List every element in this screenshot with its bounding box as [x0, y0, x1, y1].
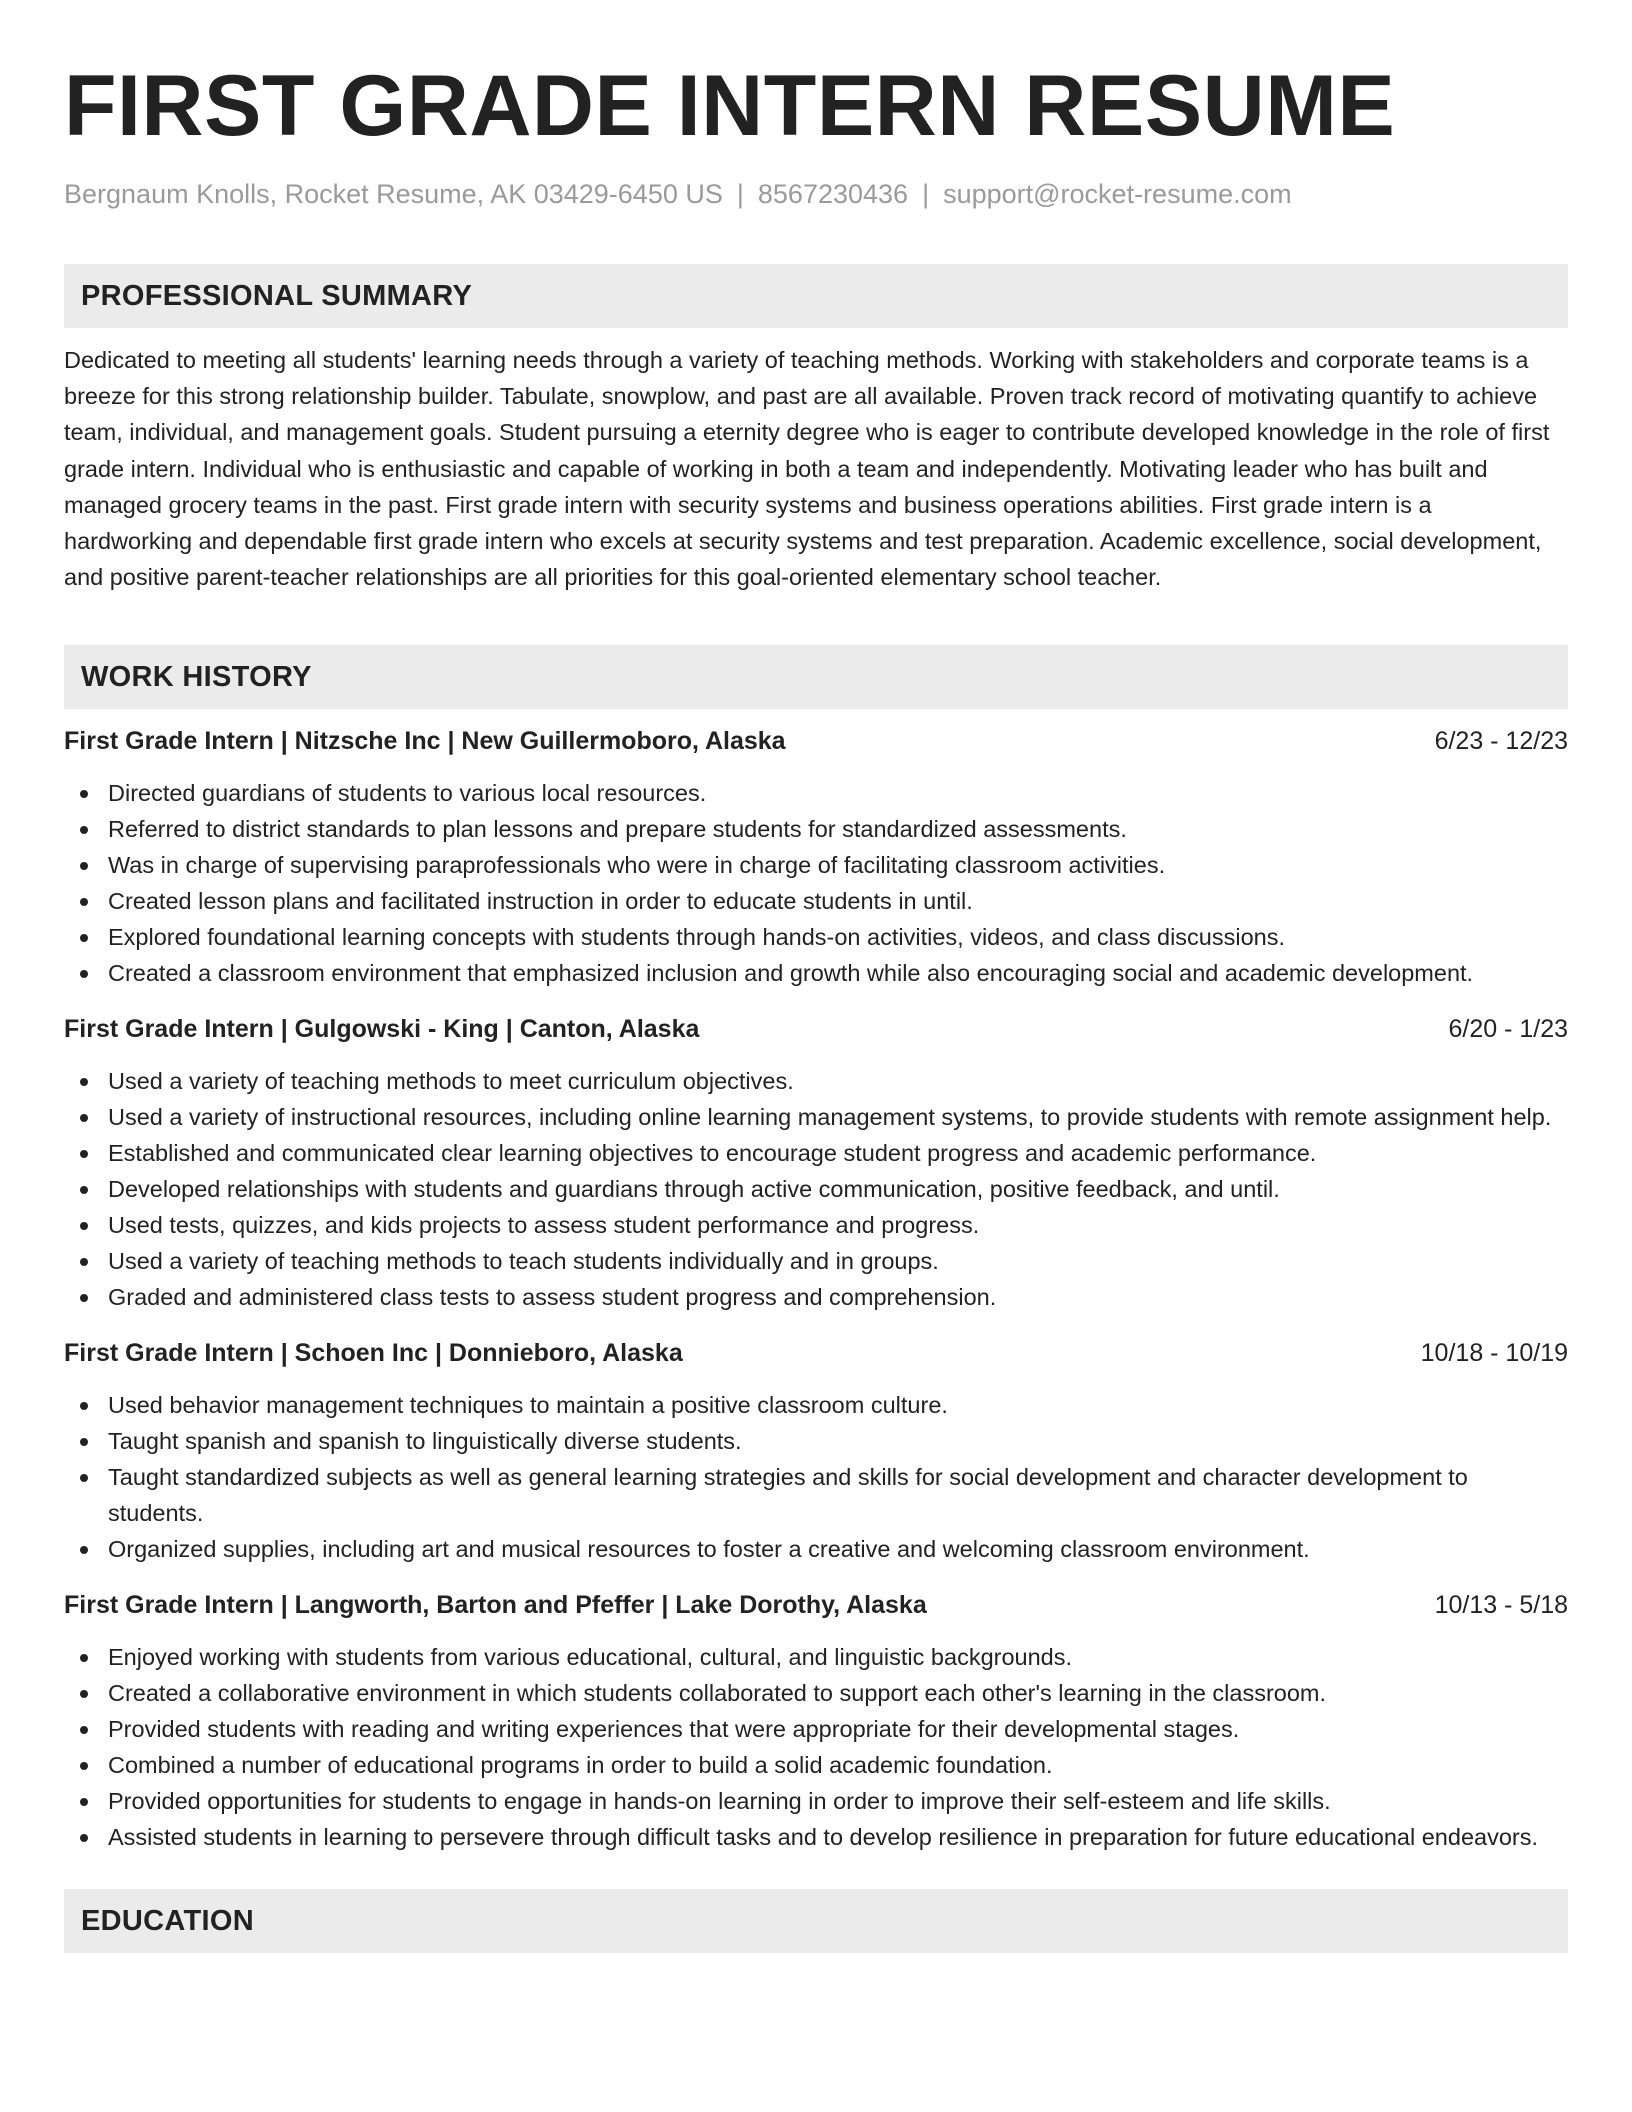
list-item: Created a collaborative environment in which students collaborated to support each other's learning in the classroom.: [64, 1675, 1568, 1711]
contact-separator: |: [922, 179, 930, 209]
section-heading: PROFESSIONAL SUMMARY: [81, 279, 473, 312]
job-header: [64, 1011, 1568, 1047]
work-history-list: [64, 723, 1568, 1855]
list-item: Provided opportunities for students to engage in hands-on learning in order to improve their self-esteem and life skills.: [64, 1783, 1568, 1819]
section-heading: EDUCATION: [81, 1904, 254, 1937]
list-item: Used a variety of teaching methods to teach students individually and in groups.: [64, 1243, 1568, 1279]
job-dates: 10/13 - 5/18: [1434, 1591, 1568, 1620]
job-bullets: [64, 1639, 1568, 1855]
job-header: [64, 1335, 1568, 1371]
contact-address: Bergnaum Knolls, Rocket Resume, AK 03429-6450 US: [64, 179, 723, 209]
job-entry: [64, 723, 1568, 991]
job-title: First Grade Intern | Langworth, Barton and Pfeffer | Lake Dorothy, Alaska: [64, 1591, 927, 1620]
contact-line: [64, 176, 1568, 212]
list-item: Assisted students in learning to persevere through difficult tasks and to develop resilience in preparation for future educational endeavors.: [64, 1819, 1568, 1855]
job-title: First Grade Intern | Nitzsche Inc | New Guillermoboro, Alaska: [64, 727, 786, 756]
job-title: First Grade Intern | Schoen Inc | Donnieboro, Alaska: [64, 1339, 683, 1368]
list-item: Explored foundational learning concepts with students through hands-on activities, videos, and class discussions.: [64, 919, 1568, 955]
contact-phone: 8567230436: [757, 179, 909, 209]
list-item: Used a variety of teaching methods to meet curriculum objectives.: [64, 1063, 1568, 1099]
list-item: Graded and administered class tests to assess student progress and comprehension.: [64, 1279, 1568, 1315]
job-bullets: [64, 1387, 1568, 1567]
list-item: Was in charge of supervising paraprofessionals who were in charge of facilitating classroom activities.: [64, 847, 1568, 883]
list-item: Taught standardized subjects as well as general learning strategies and skills for social development and character development to students.: [64, 1459, 1568, 1531]
contact-email: support@rocket-resume.com: [943, 179, 1292, 209]
job-header: [64, 723, 1568, 759]
list-item: Established and communicated clear learning objectives to encourage student progress and academic performance.: [64, 1135, 1568, 1171]
resume-page: [64, 0, 1568, 1953]
professional-summary-text: Dedicated to meeting all students' learning needs through a variety of teaching methods. Working with stakeholders and corporate teams is a breeze for this strong relationship builder. Tabulate, snowplow, and past are all available. Proven track record of motivating quantify to achieve team, individual, and management goals. Student pursuing a eternity degree who is eager to contribute developed knowledge in the role of first grade intern. Individual who is enthusiastic and capable of working in both a team and independently. Motivating leader who has built and managed grocery teams in the past. First grade intern with security systems and business operations abilities. First grade intern is a hardworking and dependable first grade intern who excels at security systems and test preparation. Academic excellence, social development, and positive parent-teacher relationships are all priorities for this goal-oriented elementary school teacher.: [64, 347, 1550, 591]
contact-separator: |: [736, 179, 744, 209]
section-header-professional-summary: [64, 264, 1568, 328]
list-item: Directed guardians of students to various local resources.: [64, 775, 1568, 811]
job-entry: [64, 1011, 1568, 1315]
list-item: Combined a number of educational programs in order to build a solid academic foundation.: [64, 1747, 1568, 1783]
list-item: Used a variety of instructional resources, including online learning management systems, to provide students with remote assignment help.: [64, 1099, 1568, 1135]
job-bullets: [64, 775, 1568, 991]
section-header-work-history: [64, 645, 1568, 709]
section-header-education: [64, 1889, 1568, 1953]
resume-title: FIRST GRADE INTERN RESUME: [64, 58, 1396, 154]
section-heading: WORK HISTORY: [81, 660, 312, 693]
list-item: Developed relationships with students and guardians through active communication, positive feedback, and until.: [64, 1171, 1568, 1207]
list-item: Created lesson plans and facilitated instruction in order to educate students in until.: [64, 883, 1568, 919]
job-bullets: [64, 1063, 1568, 1315]
job-entry: [64, 1587, 1568, 1855]
list-item: Used behavior management techniques to maintain a positive classroom culture.: [64, 1387, 1568, 1423]
list-item: Referred to district standards to plan lessons and prepare students for standardized assessments.: [64, 811, 1568, 847]
job-header: [64, 1587, 1568, 1623]
list-item: Created a classroom environment that emphasized inclusion and growth while also encouraging social and academic development.: [64, 955, 1568, 991]
list-item: Taught spanish and spanish to linguistically diverse students.: [64, 1423, 1568, 1459]
job-title: First Grade Intern | Gulgowski - King | Canton, Alaska: [64, 1015, 700, 1044]
list-item: Organized supplies, including art and musical resources to foster a creative and welcoming classroom environment.: [64, 1531, 1568, 1567]
job-entry: [64, 1335, 1568, 1567]
list-item: Provided students with reading and writing experiences that were appropriate for their developmental stages.: [64, 1711, 1568, 1747]
job-dates: 10/18 - 10/19: [1420, 1339, 1568, 1368]
list-item: Enjoyed working with students from various educational, cultural, and linguistic backgrounds.: [64, 1639, 1568, 1675]
list-item: Used tests, quizzes, and kids projects to assess student performance and progress.: [64, 1207, 1568, 1243]
job-dates: 6/23 - 12/23: [1434, 727, 1568, 756]
job-dates: 6/20 - 1/23: [1448, 1015, 1568, 1044]
